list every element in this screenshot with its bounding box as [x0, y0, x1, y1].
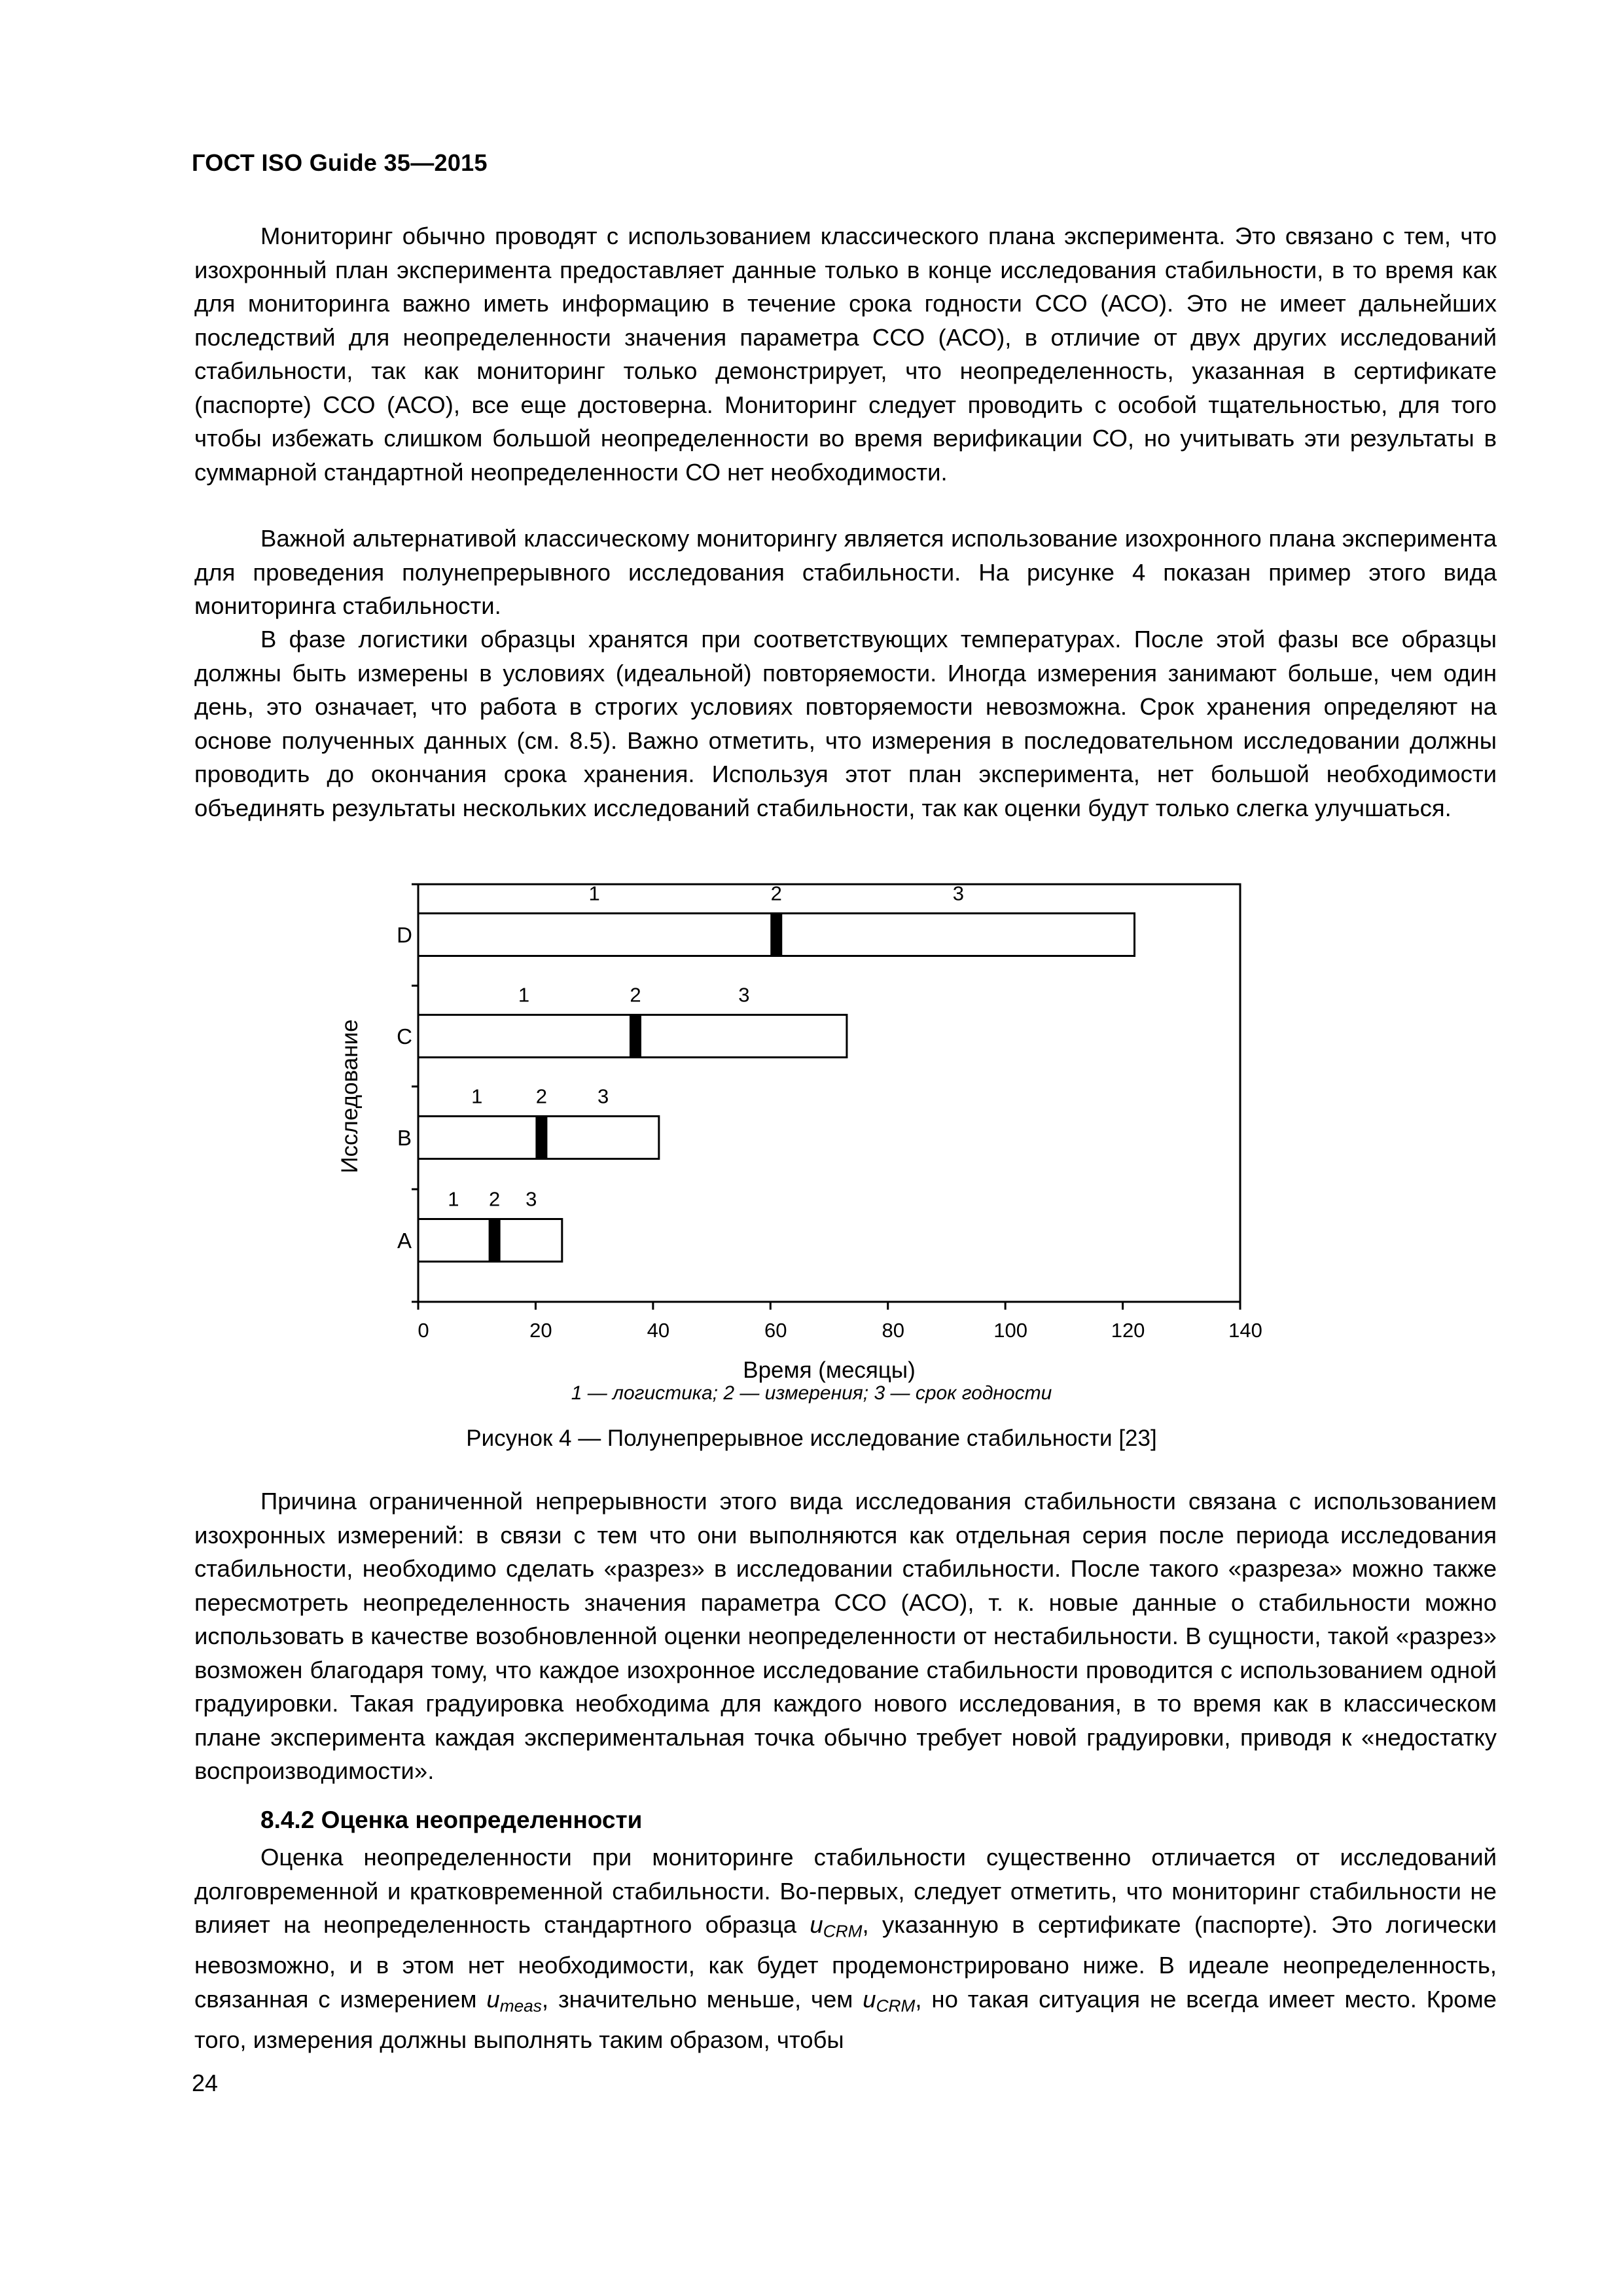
paragraph-monitoring: Мониторинг обычно проводят с использованием классического плана эксперимента. Это связано с тем, что изохронный план эксперимента предоставляет данные только в конце исследования стабильности, в то время как для мониторинга важно иметь информацию в течение срока годности ССО (АСО). Это не имеет дальнейших последствий для неопределенности значения параметра ССО (АСО), в отличие от двух других исследований стабильности, так как мониторинг только демонстрирует, что неопределенность, указанная в сертификате (паспорте) ССО (АСО), все еще достоверна. Мониторинг следует проводить с особой тщательностью, для того чтобы избежать слишком большой неопределенности во время верификации СО, но учитывать эти результаты в суммарной стандартной неопределенности СО нет необходимости.: [194, 223, 1497, 486]
segment-label-A-2: 2: [489, 1187, 501, 1211]
category-label-C: C: [397, 1024, 412, 1049]
x-tick-label-0: 0: [418, 1319, 429, 1342]
document-header: ГОСТ ISO Guide 35—2015: [192, 149, 488, 176]
paragraph-reason: Причина ограниченной непрерывности этого вида исследования стабильности связана с использованием изохронных измерений: в связи с тем что они выполняются как отдельная серия после периода исследования стабильности, необходимо сделать «разрез» в исследовании стабильности. После такого «разреза» можно также пересмотреть неопределенность значения параметра ССО (АСО), т. к. новые данные о стабильности можно использовать в качестве возобновленной оценки неопределенности от нестабильности. В сущности, такой «разрез» возможен благодаря тому, что каждое изохронное исследование стабильности проводится с использованием одной градуировки. Такая градуировка необходима для каждого нового исследования, в то время как в классическом плане эксперимента каждая экспериментальная точка обычно требует новой градуировки, приводя к «недостатку воспроизводимости».: [194, 1488, 1497, 1784]
segment-label-C-3: 3: [738, 983, 750, 1007]
figure-caption: Рисунок 4 — Полунепрерывное исследование стабильности [23]: [466, 1426, 1157, 1451]
measurement-mark-C: [630, 1015, 641, 1058]
figure-4: [327, 864, 1309, 1433]
measurement-mark-B: [535, 1117, 547, 1159]
segment-label-C-1: 1: [518, 983, 530, 1007]
x-tick-label-100: 100: [993, 1319, 1028, 1342]
segment-label-D-3: 3: [952, 882, 964, 905]
paragraph-alternative: Важной альтернативой классическому мониторингу является использование изохронного плана эксперимента для проведения полунепрерывного исследования стабильности. На рисунке 4 показан пример этого вида мониторинга стабильности.: [194, 525, 1497, 619]
segment-label-B-2: 2: [535, 1085, 548, 1108]
measurement-mark-D: [770, 914, 782, 956]
paragraph-logistics: В фазе логистики образцы хранятся при соответствующих температурах. После этой фазы все образцы должны быть измерены в условиях (идеальной) повторяемости. Иногда измерения занимают больше, чем один день, это означает, что работа в строгих условиях повторяемости невозможна. Срок хранения определяют на основе полученных данных (см. 8.5). Важно отметить, что измерения в последовательном исследовании должны проводить до окончания срока хранения. Используя этот план эксперимента, нет большой необходимости объединять результаты нескольких исследований стабильности, так как оценки будут только слегка улучшаться.: [194, 626, 1497, 821]
figure-legend: 1 — логистика; 2 — измерения; 3 — срок годности: [571, 1382, 1052, 1404]
category-label-D: D: [397, 923, 412, 947]
x-tick-label-140: 140: [1228, 1319, 1262, 1342]
segment-label-C-2: 2: [630, 983, 641, 1007]
x-tick-label-20: 20: [529, 1319, 552, 1342]
segment-label-D-1: 1: [588, 882, 600, 905]
y-axis-label: Исследование: [337, 1019, 363, 1174]
segment-label-D-2: 2: [770, 882, 782, 905]
segment-label-A-3: 3: [526, 1187, 537, 1211]
x-axis-label: Время (месяцы): [743, 1357, 916, 1383]
category-label-B: B: [397, 1126, 412, 1150]
x-tick-label-60: 60: [764, 1319, 787, 1342]
segment-label-B-1: 1: [471, 1085, 483, 1108]
segment-label-B-3: 3: [597, 1085, 609, 1108]
page-number: 24: [192, 2070, 219, 2096]
x-tick-label-80: 80: [882, 1319, 904, 1342]
category-label-A: A: [397, 1229, 412, 1253]
segment-label-A-1: 1: [448, 1187, 459, 1211]
stability-chart: [327, 864, 1309, 1433]
paragraph-uncertainty: Оценка неопределенности при мониторинге стабильности существенно отличается от исследований долговременной и кратковременной стабильности. Во-первых, следует отметить, что мониторинг стабильности не влияет на неопределенность стандартного образца $u_{CRM}$, указанную в сертификате (паспорте). Это логически невозможно, и в этом нет необходимости, как будет продемонстрировано ниже. В идеале неопределенность, связанная с измерением $u_{meas}$, значительно меньше, чем $u_{CRM}$, но такая ситуация не всегда имеет место. Кроме того, измерения должны выполнять таким образом, чтобы: [194, 1844, 1497, 2053]
section-heading: 8.4.2 Оценка неопределенности: [260, 1806, 643, 1833]
measurement-mark-A: [489, 1219, 501, 1262]
x-tick-label-40: 40: [647, 1319, 670, 1342]
x-tick-label-120: 120: [1111, 1319, 1145, 1342]
